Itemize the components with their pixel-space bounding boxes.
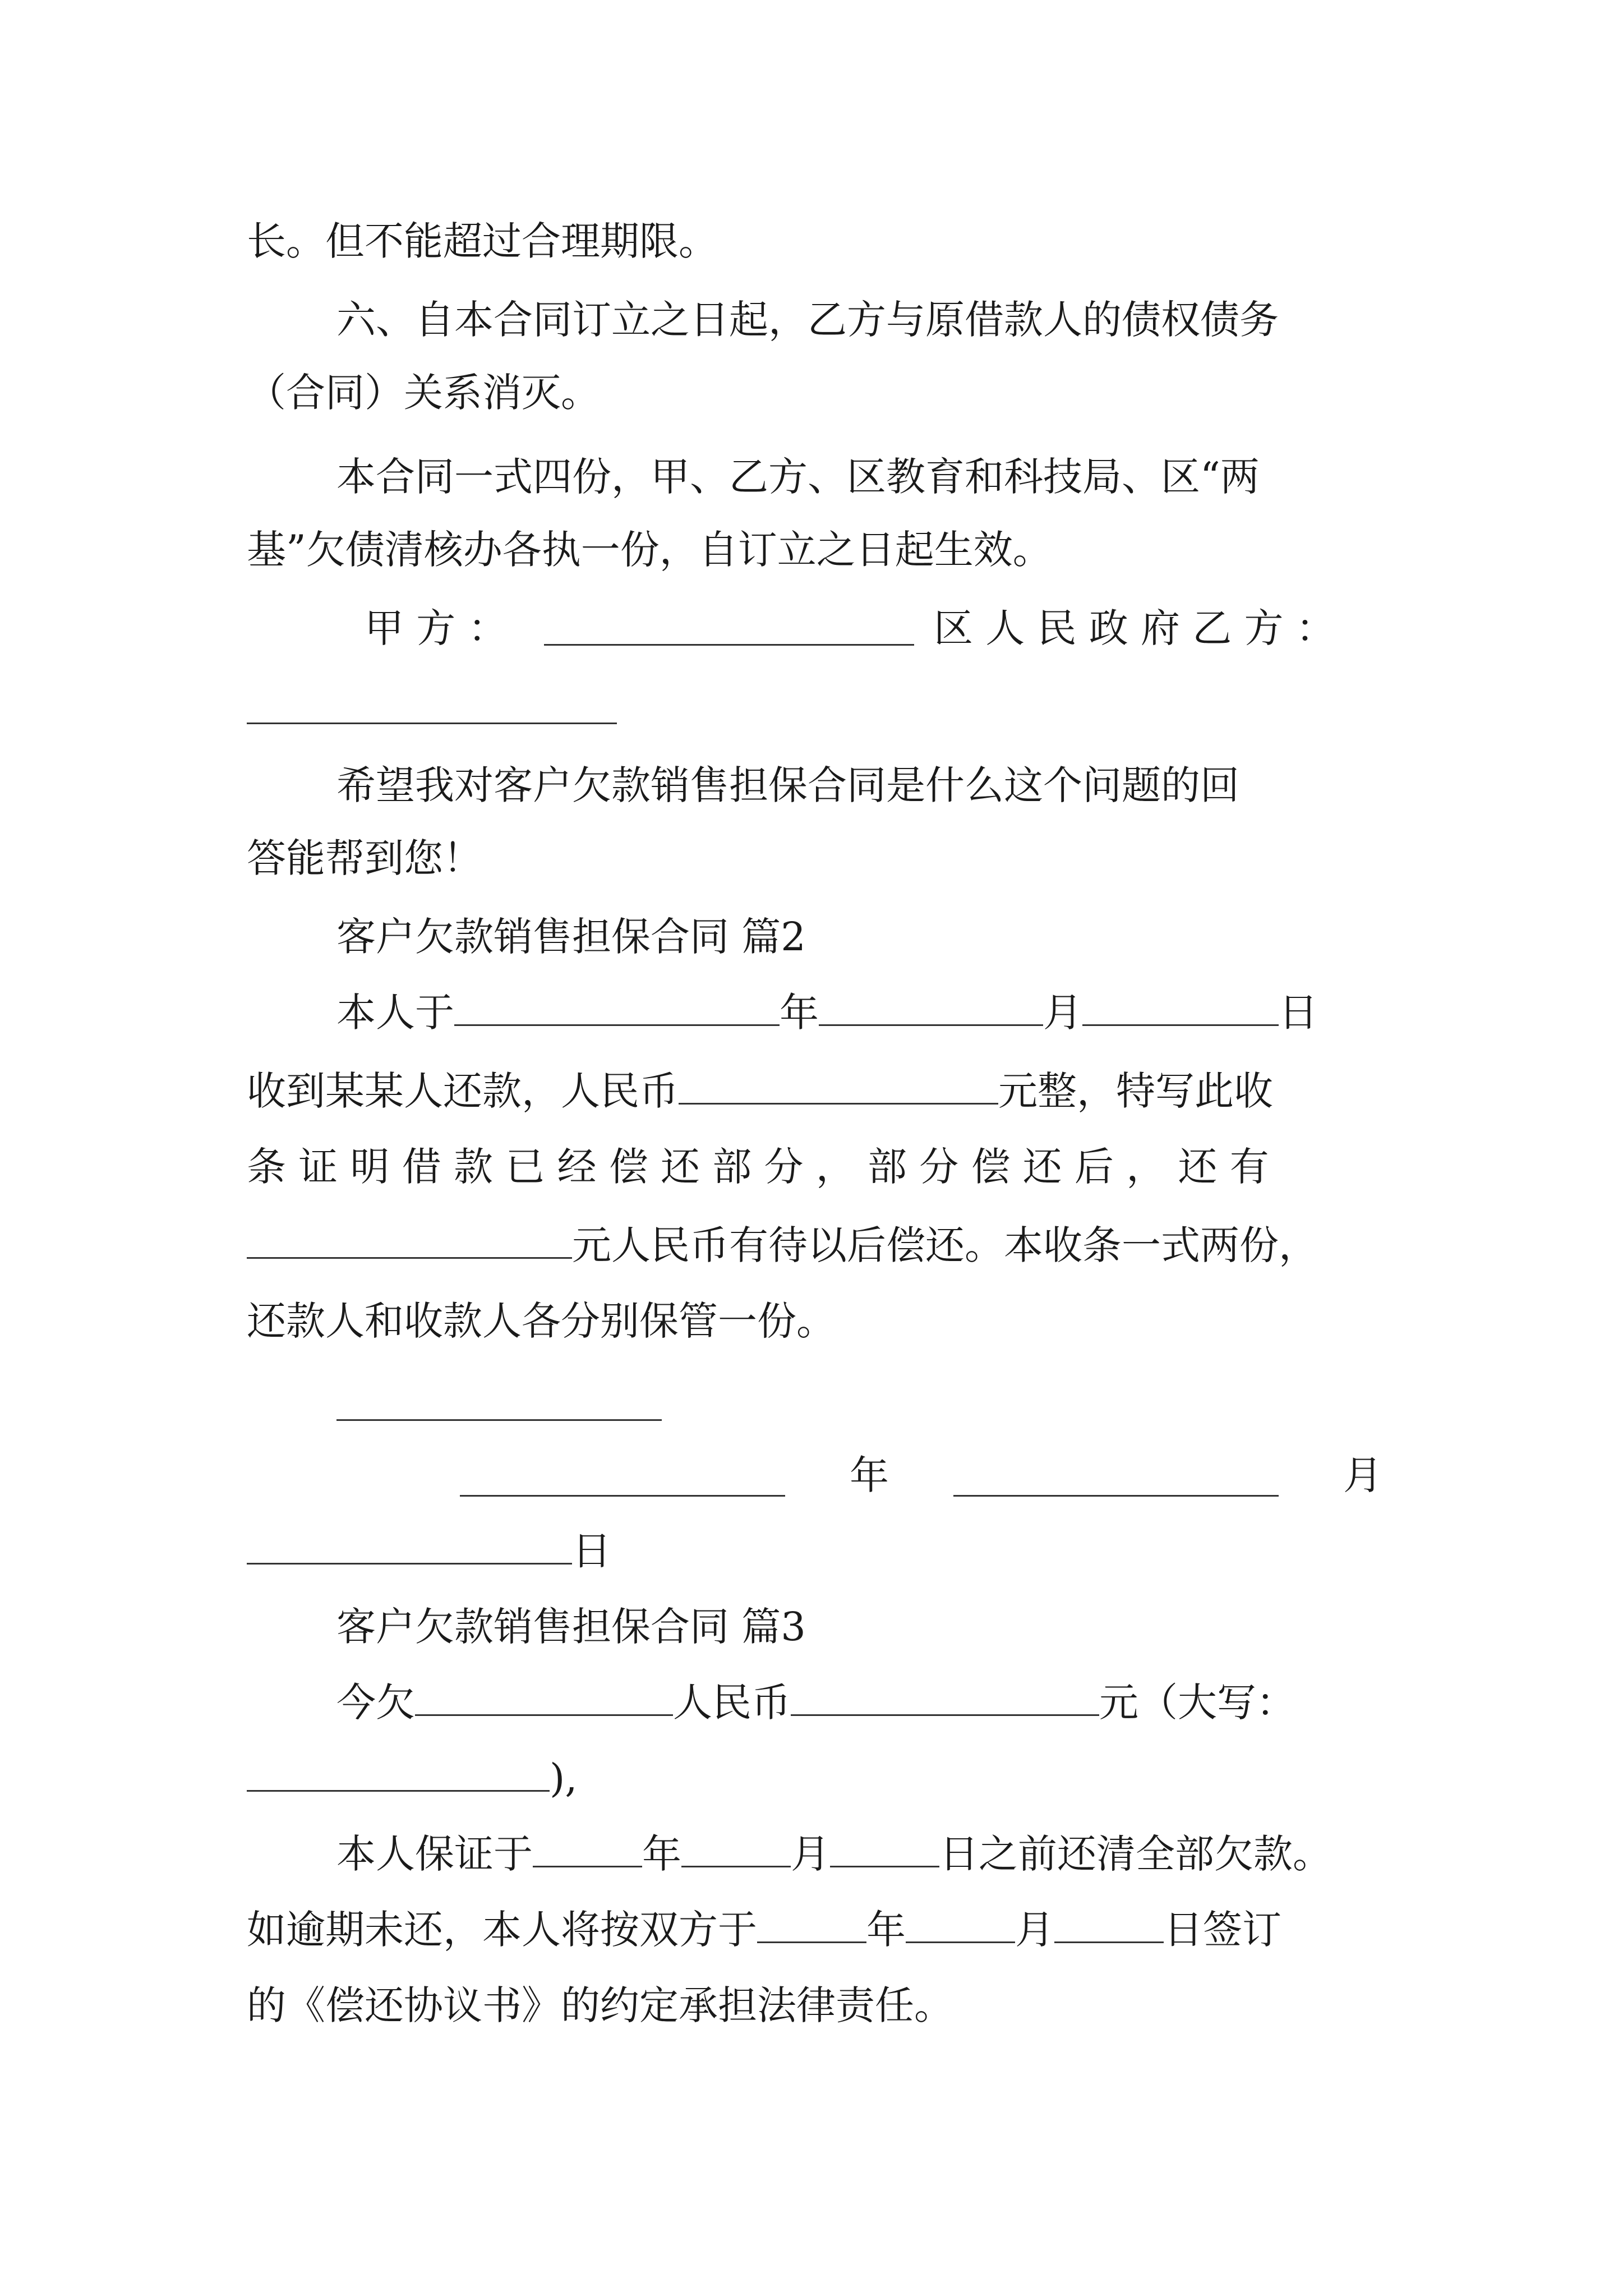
- blank-field: [757, 1908, 866, 1943]
- iou-line: 的《偿还协议书》的约定承担法律责任。: [247, 1982, 953, 2028]
- section-heading: 客户欠款销售担保合同 篇2: [336, 914, 806, 960]
- receipt-line: 条 证 明 借 款 已 经 偿 还 部 分 ， 部 分 偿 还 后 ， 还 有: [247, 1144, 1269, 1190]
- iou-line: ),: [247, 1750, 578, 1806]
- iou-line: 如逾期未还，本人将按双方于 年 月 日签订: [247, 1907, 1281, 1953]
- date-blank: [953, 1495, 1279, 1497]
- receipt-line: 本人于 年 月 日: [336, 990, 1318, 1036]
- signature-party-b-label: 区 人 民 政 府 乙 方 ：: [934, 605, 1335, 651]
- receipt-line: 收到某某人还款，人民币 元整，特写此收: [247, 1068, 1273, 1114]
- date-line: 日: [247, 1523, 611, 1579]
- paragraph-line: 基”欠债清核办各执一份，自订立之日起生效。: [247, 527, 1052, 573]
- blank-field: [247, 1756, 550, 1792]
- blank-field: [247, 1529, 572, 1565]
- blank-field: [681, 1832, 791, 1867]
- blank-field: [819, 991, 1043, 1026]
- blank-field: [830, 1832, 939, 1867]
- receipt-line: 元人民币有待以后偿还。本收条一式两份，: [247, 1217, 1318, 1273]
- blank-field: [1054, 1908, 1164, 1943]
- paragraph-line: 答能帮到您！: [247, 835, 482, 881]
- date-blank: [460, 1495, 785, 1497]
- iou-line: 本人保证于 年 月 日之前还清全部欠款。: [336, 1831, 1332, 1877]
- iou-line: 今欠 人民币 元（大写：: [336, 1680, 1295, 1726]
- blank-field: [906, 1908, 1015, 1943]
- blank-field: [533, 1832, 642, 1867]
- receipt-line: 还款人和收款人各分别保管一份。: [247, 1298, 836, 1344]
- blank-field: [247, 1223, 572, 1259]
- paragraph-line: 本合同一式四份，甲、乙方、区教育和科技局、区“两: [336, 454, 1260, 500]
- paragraph-line: 希望我对客户欠款销售担保合同是什么这个问题的回: [336, 762, 1239, 808]
- date-month-label: 月: [1343, 1452, 1382, 1498]
- paragraph-line: 六、自本合同订立之日起，乙方与原借款人的债权债务: [336, 297, 1279, 343]
- blank-field: [1082, 991, 1279, 1026]
- signature-blank: [544, 644, 914, 646]
- section-heading: 客户欠款销售担保合同 篇3: [336, 1604, 806, 1650]
- blank-field: [791, 1681, 1099, 1716]
- blank-field: [454, 991, 780, 1026]
- date-year-label: 年: [850, 1452, 889, 1498]
- signature-blank: [247, 723, 617, 724]
- paragraph-line: （合同）关系消灭。: [247, 370, 600, 416]
- signature-blank: [336, 1419, 662, 1421]
- blank-field: [415, 1681, 673, 1716]
- paragraph-line: 长。但不能超过合理期限。: [247, 218, 718, 264]
- signature-party-a-label: 甲 方 ：: [365, 605, 508, 651]
- blank-field: [679, 1069, 998, 1105]
